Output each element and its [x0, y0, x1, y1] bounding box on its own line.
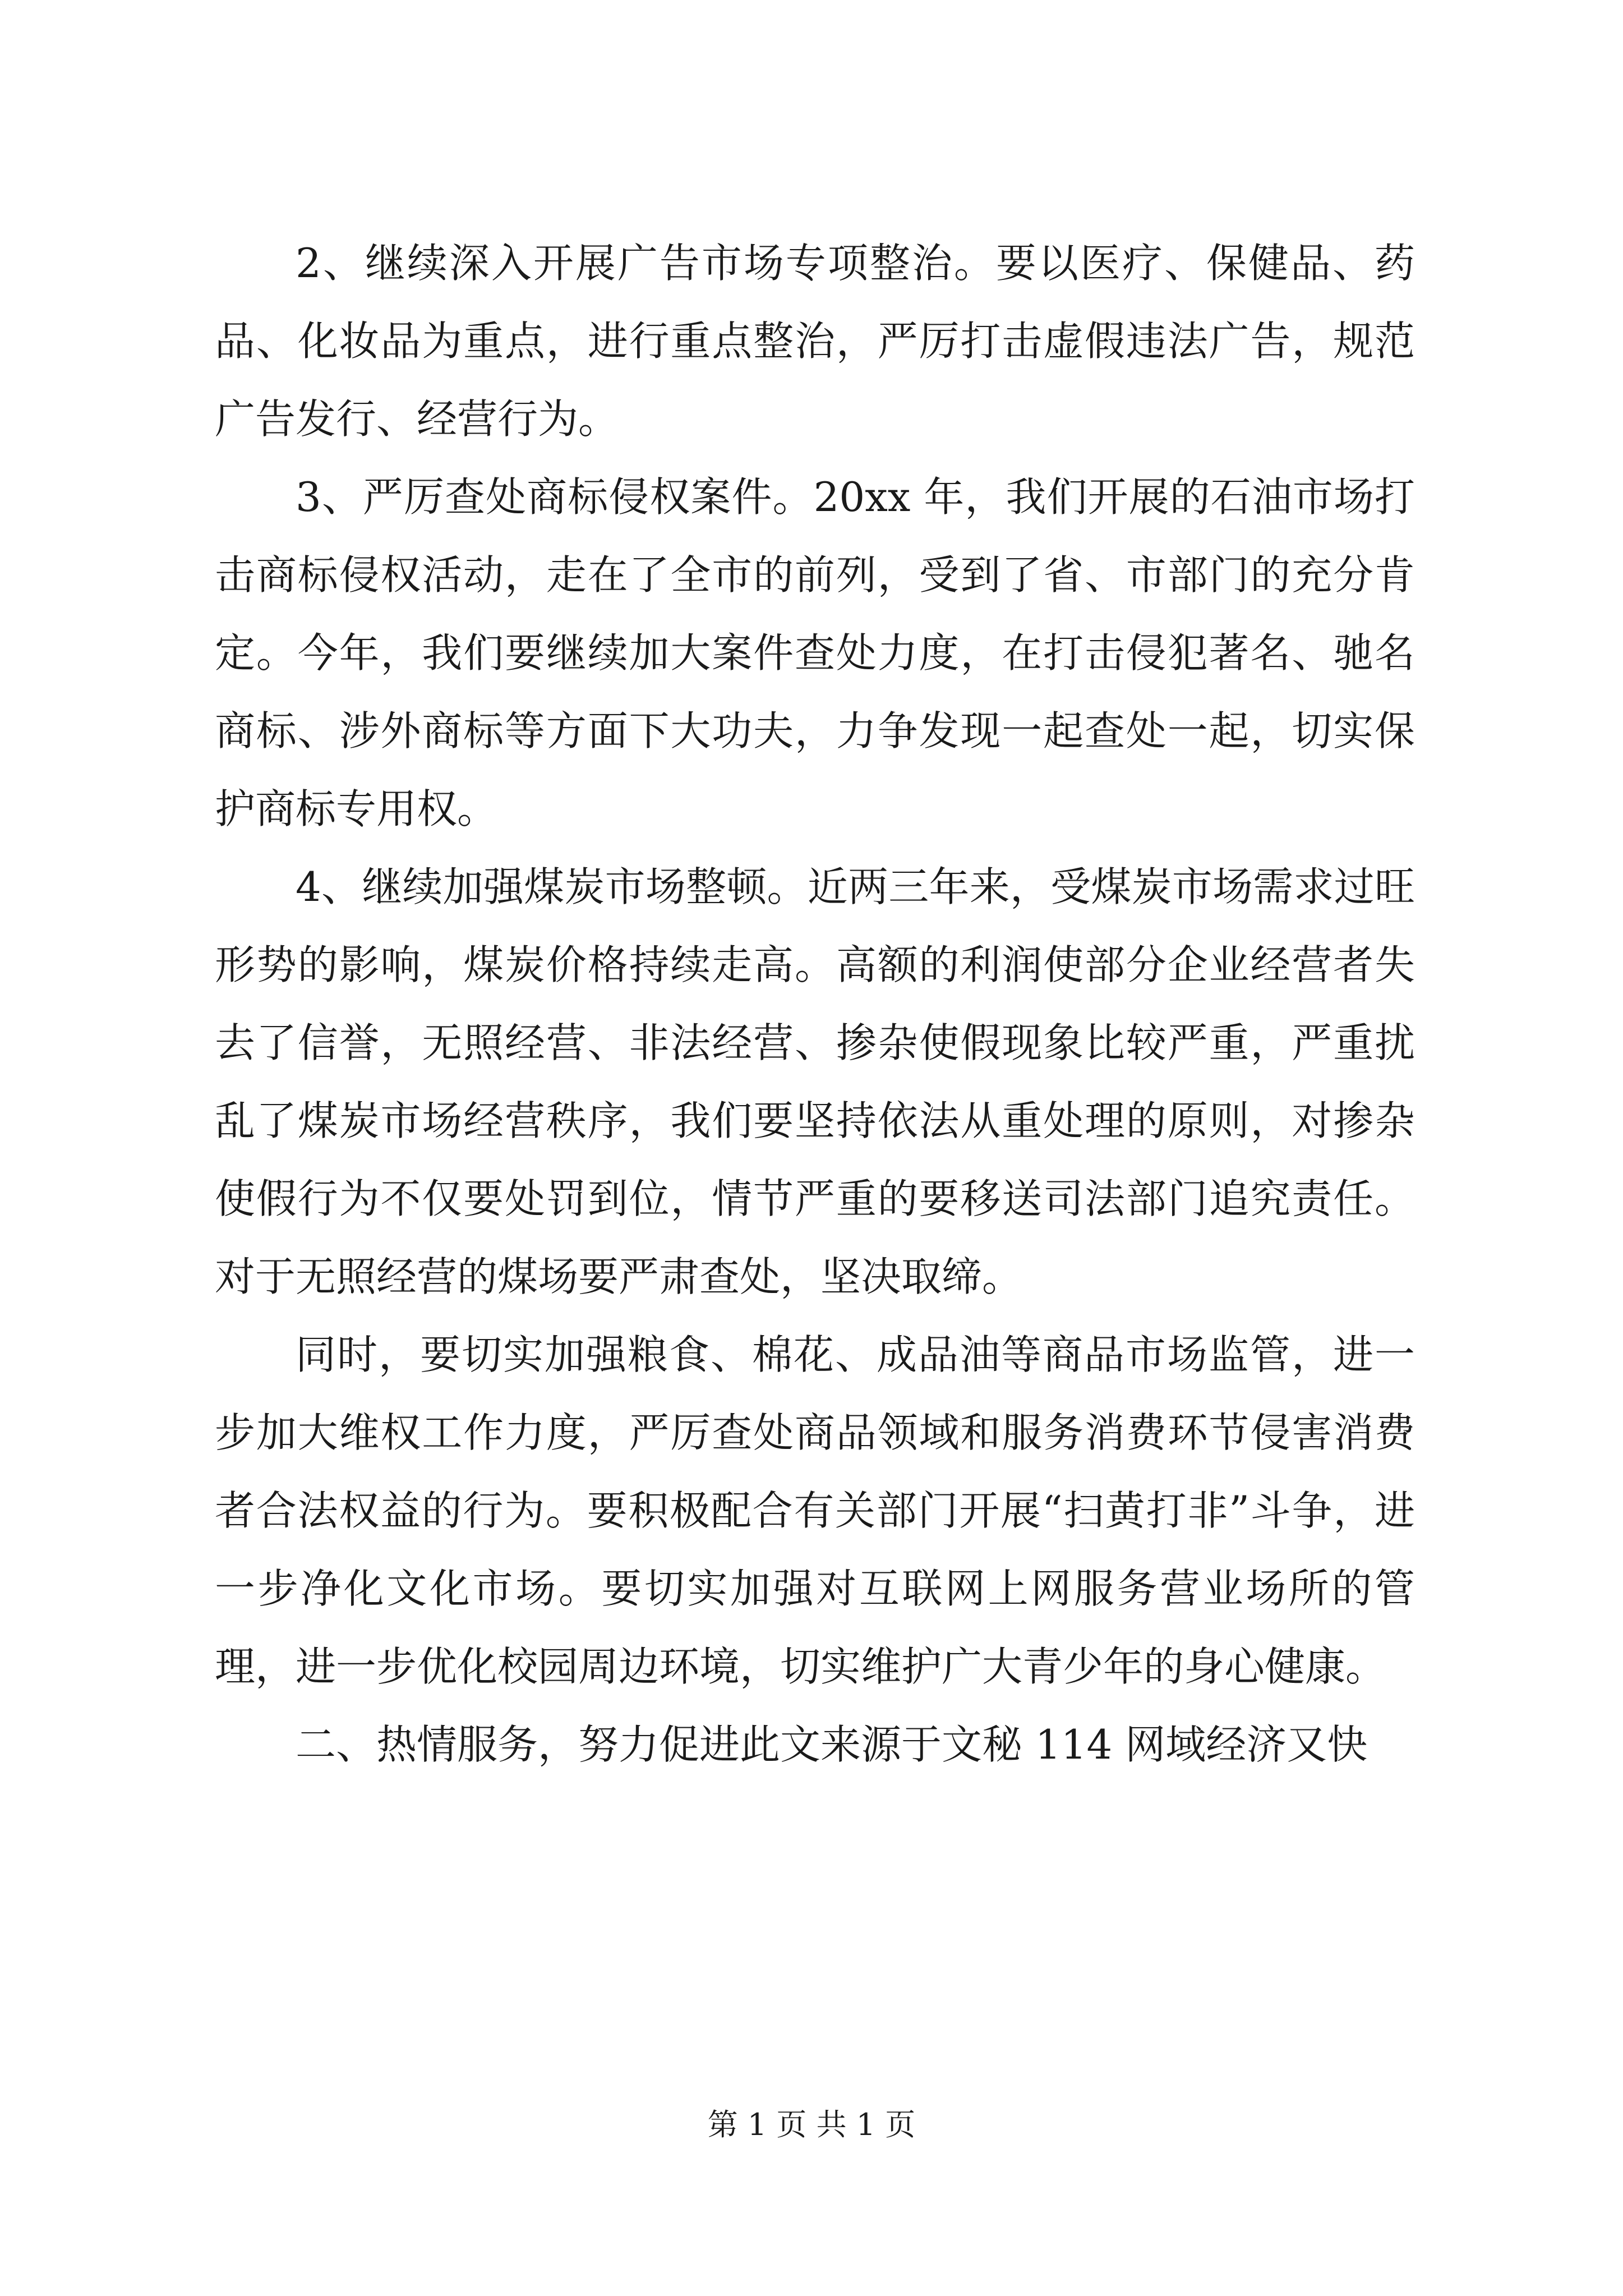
paragraph-trademark-infringement: 3、严厉查处商标侵权案件。20xx 年，我们开展的石油市场打击商标侵权活动，走在了全市的前列，受到了省、市部门的充分肯定。今年，我们要继续加大案件查处力度，在打击侵犯著名、驰名商标、涉外商标等方面下大功夫，力争发现一起查处一起，切实保护商标专用权。 — [215, 473, 1415, 832]
document-body — [215, 224, 1415, 1784]
paragraph-commodity-supervision: 同时，要切实加强粮食、棉花、成品油等商品市场监管，进一步加大维权工作力度，严厉查处商品领域和服务消费环节侵害消费者合法权益的行为。要积极配合有关部门开展“扫黄打非”斗争，进一步净化文化市场。要切实加强对互联网上网服务营业场所的管理，进一步优化校园周边环境，切实维护广大青少年的身心健康。 — [215, 1331, 1415, 1690]
paragraph-advertising-rectification: 2、继续深入开展广告市场专项整治。要以医疗、保健品、药品、化妆品为重点，进行重点整治，严厉打击虚假违法广告，规范广告发行、经营行为。 — [215, 240, 1415, 443]
paragraph-section-two-heading: 二、热情服务，努力促进此文来源于文秘 114 网域经济又快 — [296, 1721, 1368, 1768]
page-footer: 第 1 页 共 1 页 — [707, 2107, 916, 2142]
paragraph-coal-market: 4、继续加强煤炭市场整顿。近两三年来，受煤炭市场需求过旺形势的影响，煤炭价格持续走高。高额的利润使部分企业经营者失去了信誉，无照经营、非法经营、掺杂使假现象比较严重，严重扰乱了煤炭市场经营秩序，我们要坚持依法从重处理的原则，对掺杂使假行为不仅要处罚到位，情节严重的要移送司法部门追究责任。对于无照经营的煤场要严肃查处，坚决取缔。 — [215, 863, 1415, 1300]
